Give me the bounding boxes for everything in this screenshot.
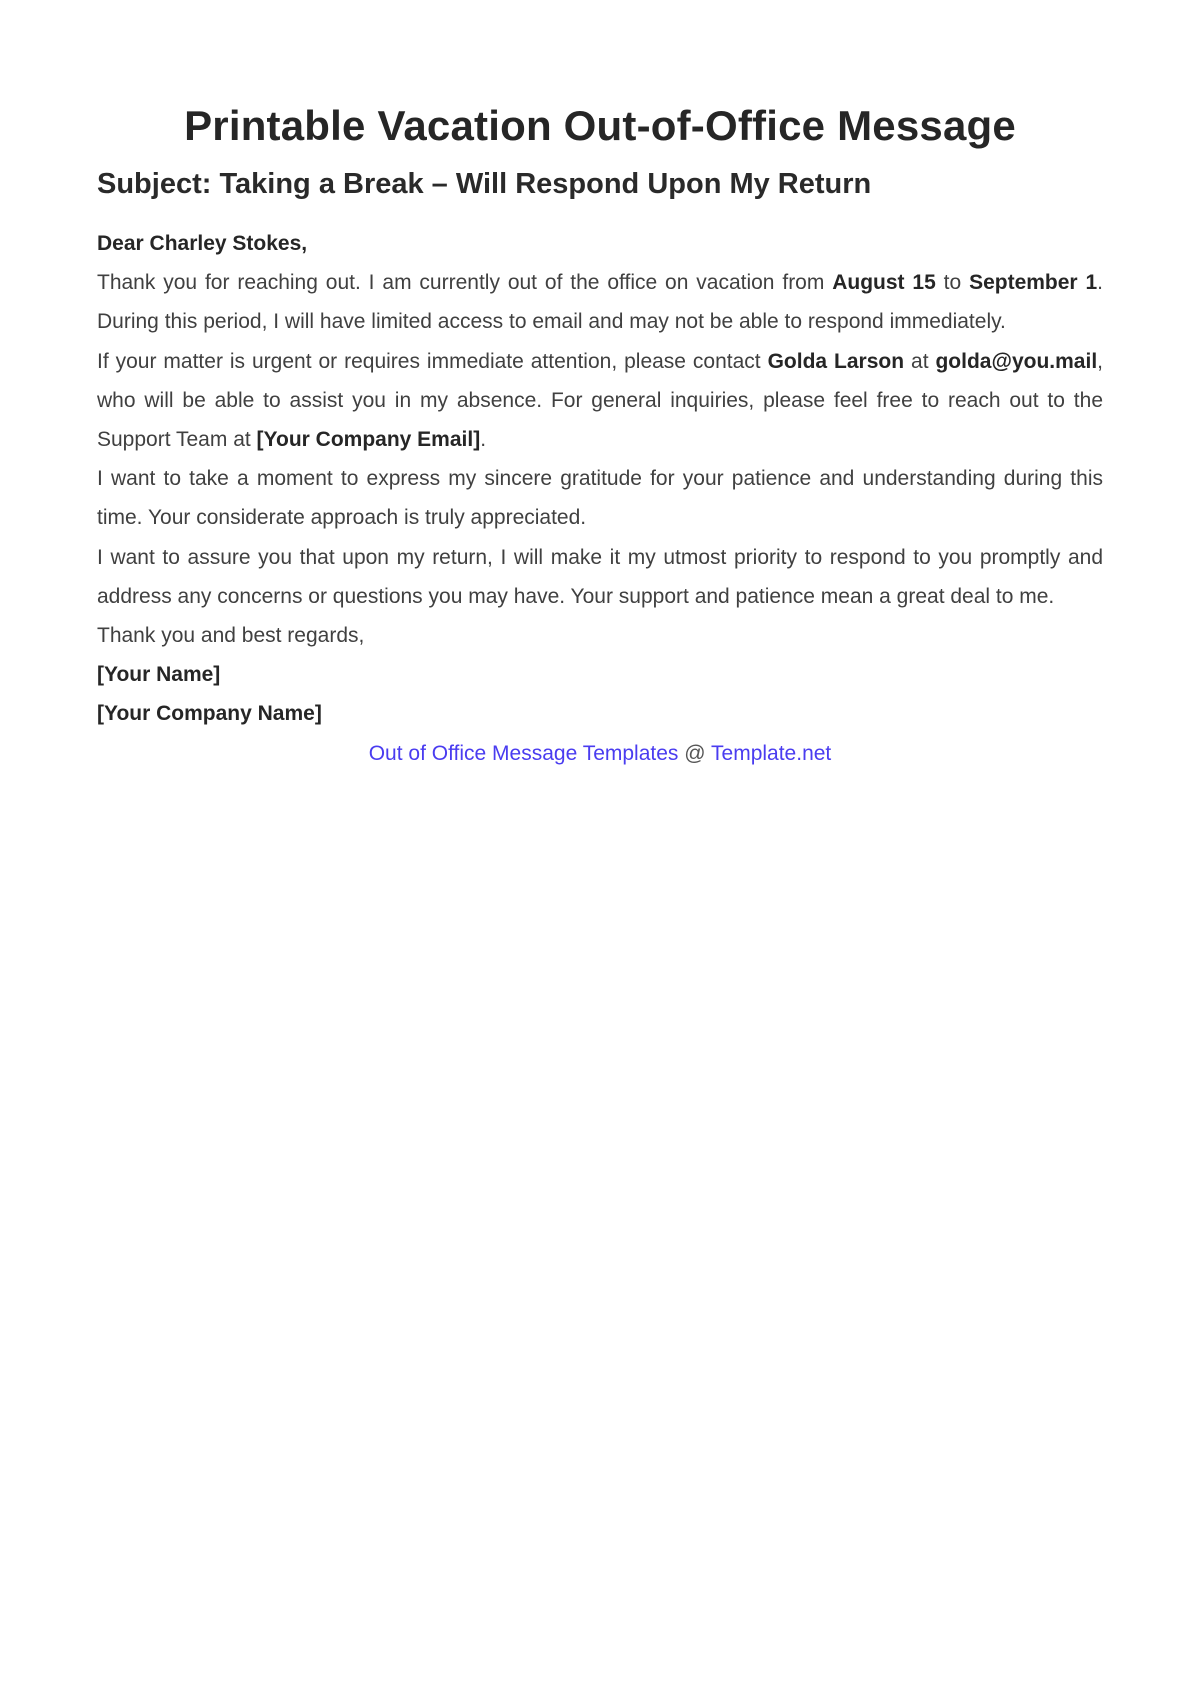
footer <box>97 734 1103 773</box>
message-body <box>97 224 1103 773</box>
contact-name: Golda Larson <box>767 349 905 373</box>
paragraph-return: I want to assure you that upon my return, I will make it my utmost priority to respond to you promptly and address any concerns or questions you may have. Your support and patience mean a great deal to me. <box>97 545 1103 608</box>
document-page <box>97 96 1103 773</box>
closing: Thank you and best regards, <box>97 624 365 648</box>
signature-name: [Your Name] <box>97 663 221 687</box>
company-email: [Your Company Email] <box>256 428 481 452</box>
templates-link[interactable]: Out of Office Message Templates <box>368 741 679 765</box>
paragraph-text: . <box>480 428 487 452</box>
contact-email: golda@you.mail <box>935 349 1098 373</box>
paragraph-vacation-dates <box>97 263 1103 341</box>
paragraph-text: to <box>935 271 970 295</box>
paragraph-text: , who will be able to assist you in my absence. For general inquiries, please feel free to reach out to the Support Team at <box>97 349 1103 452</box>
paragraph-contact <box>97 342 1103 460</box>
paragraph-text: If your matter is urgent or requires immediate attention, please contact <box>97 349 768 373</box>
paragraph-text: at <box>904 349 936 373</box>
end-date: September 1 <box>969 271 1098 295</box>
template-net-link[interactable]: Template.net <box>711 741 832 765</box>
paragraph-text: Thank you for reaching out. I am currently out of the office on vacation from <box>97 271 833 295</box>
signature-company: [Your Company Name] <box>97 702 322 726</box>
paragraph-gratitude: I want to take a moment to express my sincere gratitude for your patience and understanding during this time. Your considerate approach is truly appreciated. <box>97 467 1103 530</box>
greeting: Dear Charley Stokes, <box>97 232 308 255</box>
page-title: Printable Vacation Out-of-Office Message <box>184 102 1016 149</box>
subject-line: Subject: Taking a Break – Will Respond Upon My Return <box>97 168 872 200</box>
start-date: August 15 <box>832 271 936 295</box>
paragraph-text: . During this period, I will have limited access to email and may not be able to respond immediately. <box>97 271 1103 334</box>
footer-separator: @ <box>678 741 712 765</box>
